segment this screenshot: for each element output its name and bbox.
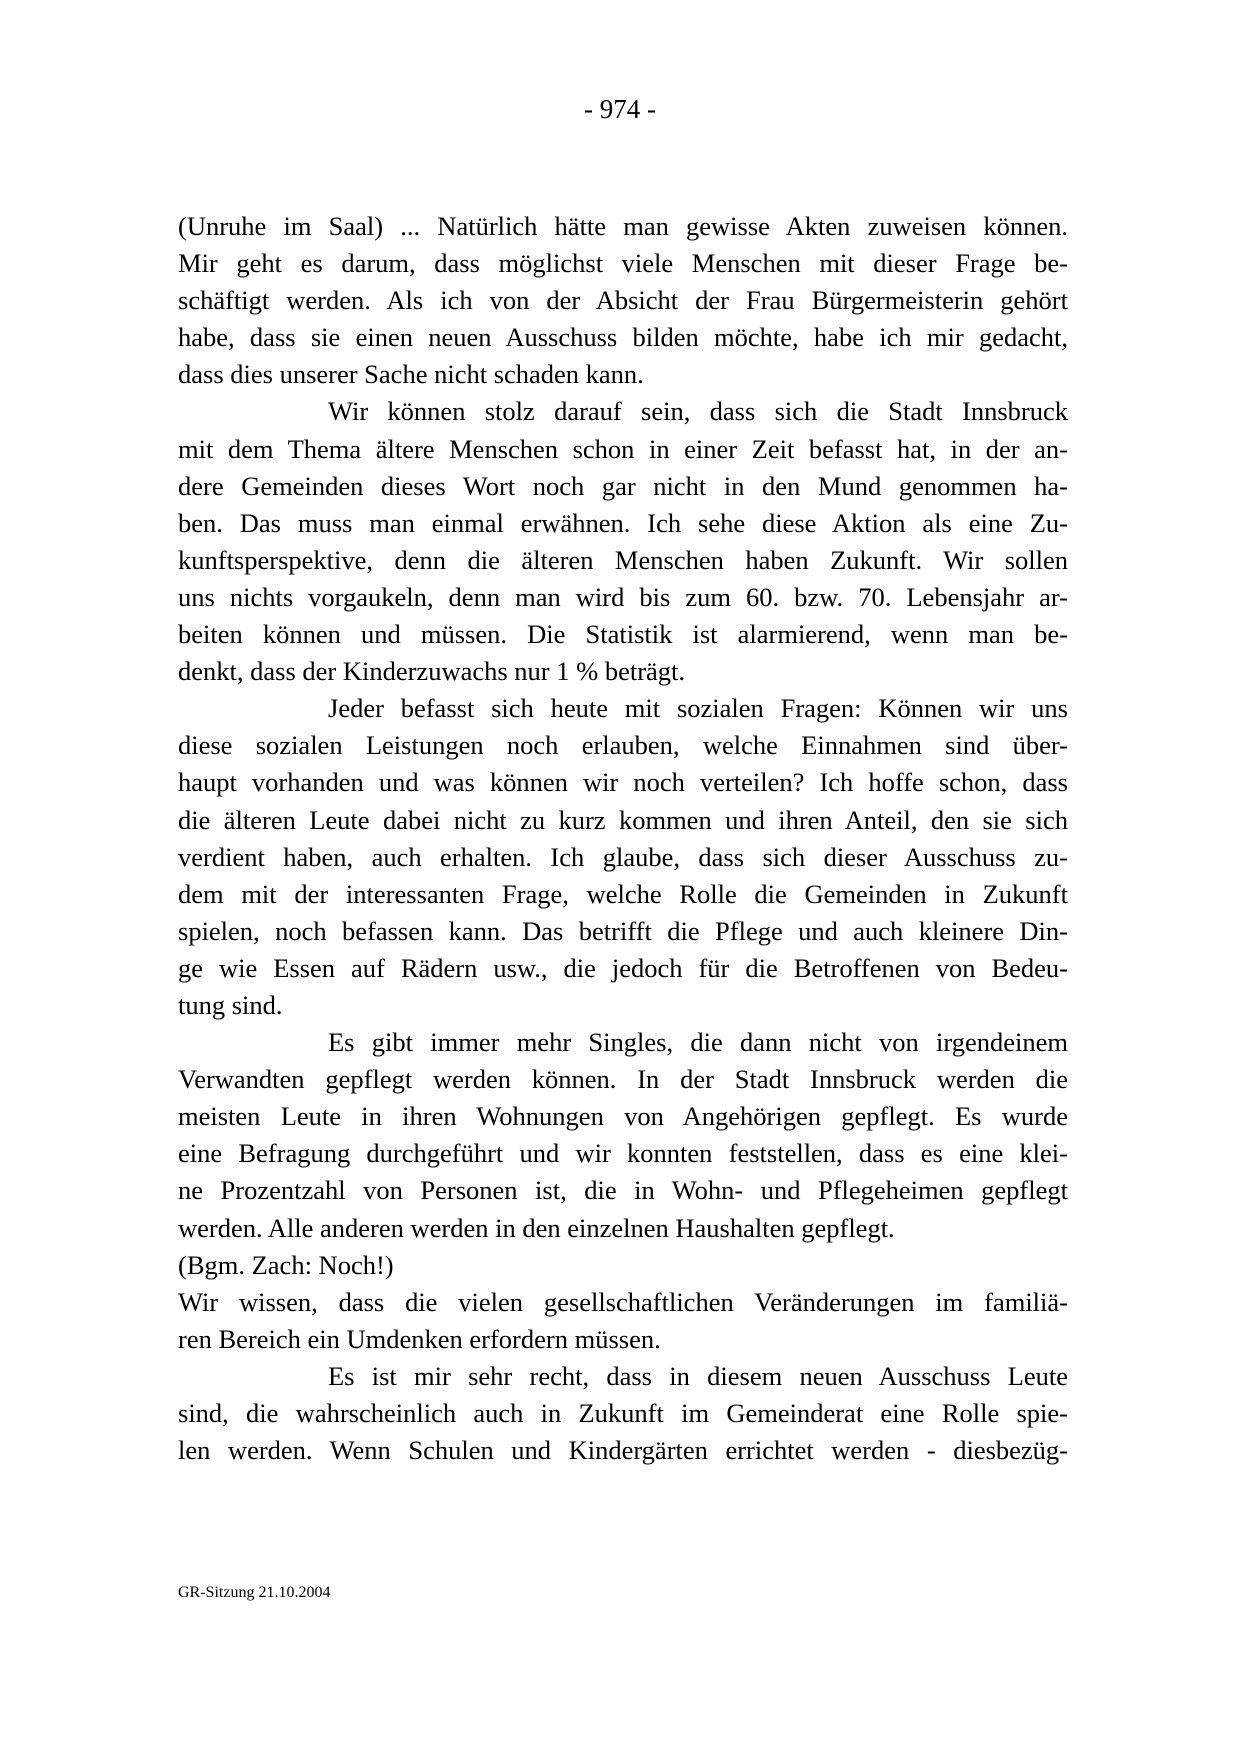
text-line: Jeder befasst sich heute mit sozialen Fragen: Können wir uns xyxy=(328,693,1068,724)
text-line: habe, dass sie einen neuen Ausschuss bilden möchte, habe ich mir gedacht, xyxy=(178,322,1068,353)
text-line: denkt, dass der Kinderzuwachs nur 1 % beträgt. xyxy=(178,656,686,687)
text-line: Es gibt immer mehr Singles, die dann nicht von irgendeinem xyxy=(328,1027,1068,1058)
text-line: spielen, noch befassen kann. Das betrifft die Pflege und auch kleinere Din- xyxy=(178,915,1068,946)
text-line: eine Befragung durchgeführt und wir konnten feststellen, dass es eine klei- xyxy=(178,1138,1068,1169)
text-line: die älteren Leute dabei nicht zu kurz kommen und ihren Anteil, den sie sich xyxy=(178,804,1068,835)
text-line: (Bgm. Zach: Noch!) xyxy=(178,1249,394,1280)
text-line: mit dem Thema ältere Menschen schon in einer Zeit befasst hat, in der an- xyxy=(178,433,1068,464)
text-line: kunftsperspektive, denn die älteren Menschen haben Zukunft. Wir sollen xyxy=(178,544,1068,575)
text-line: Mir geht es darum, dass möglichst viele Menschen mit dieser Frage be- xyxy=(178,248,1068,279)
text-line: beiten können und müssen. Die Statistik ist alarmierend, wenn man be- xyxy=(178,619,1068,650)
text-line: dass dies unserer Sache nicht schaden kann. xyxy=(178,359,644,390)
text-line: Wir wissen, dass die vielen gesellschaftlichen Veränderungen im familiä- xyxy=(178,1286,1068,1317)
text-line: tung sind. xyxy=(178,989,283,1020)
text-line: meisten Leute in ihren Wohnungen von Angehörigen gepflegt. Es wurde xyxy=(178,1101,1068,1132)
text-line: Es ist mir sehr recht, dass in diesem neuen Ausschuss Leute xyxy=(328,1360,1068,1391)
page-number: - 974 - xyxy=(584,94,656,124)
text-line: schäftigt werden. Als ich von der Absicht der Frau Bürgermeisterin gehört xyxy=(178,285,1068,316)
text-line: diese sozialen Leistungen noch erlauben, welche Einnahmen sind über- xyxy=(178,730,1068,761)
text-line: ben. Das muss man einmal erwähnen. Ich sehe diese Aktion als eine Zu- xyxy=(178,507,1068,538)
text-line: ren Bereich ein Umdenken erfordern müssen. xyxy=(178,1323,661,1354)
text-line: verdient haben, auch erhalten. Ich glaube, dass sich dieser Ausschuss zu- xyxy=(178,841,1068,872)
text-line: werden. Alle anderen werden in den einzelnen Haushalten gepflegt. xyxy=(178,1212,895,1243)
text-line: sind, die wahrscheinlich auch in Zukunft im Gemeinderat eine Rolle spie- xyxy=(178,1398,1068,1428)
text-line: uns nichts vorgaukeln, denn man wird bis zum 60. bzw. 70. Lebensjahr ar- xyxy=(178,581,1068,612)
text-line: haupt vorhanden und was können wir noch verteilen? Ich hoffe schon, dass xyxy=(178,767,1068,798)
text-line: dere Gemeinden dieses Wort noch gar nicht in den Mund genommen ha- xyxy=(178,470,1068,501)
text-line: (Unruhe im Saal) ... Natürlich hätte man gewisse Akten zuweisen können. xyxy=(178,211,1068,241)
text-line: len werden. Wenn Schulen und Kindergärten errichtet werden - diesbezüg- xyxy=(178,1435,1068,1466)
text-line: dem mit der interessanten Frage, welche Rolle die Gemeinden in Zukunft xyxy=(178,878,1068,909)
text-line: ge wie Essen auf Rädern usw., die jedoch für die Betroffenen von Bedeu- xyxy=(178,952,1068,983)
text-line: Verwandten gepflegt werden können. In der Stadt Innsbruck werden die xyxy=(178,1064,1068,1095)
footer-session-date: GR-Sitzung 21.10.2004 xyxy=(178,1584,331,1601)
body-text xyxy=(178,208,1068,1469)
text-line: ne Prozentzahl von Personen ist, die in Wohn- und Pflegeheimen gepflegt xyxy=(178,1175,1068,1206)
text-line: Wir können stolz darauf sein, dass sich die Stadt Innsbruck xyxy=(328,396,1068,427)
